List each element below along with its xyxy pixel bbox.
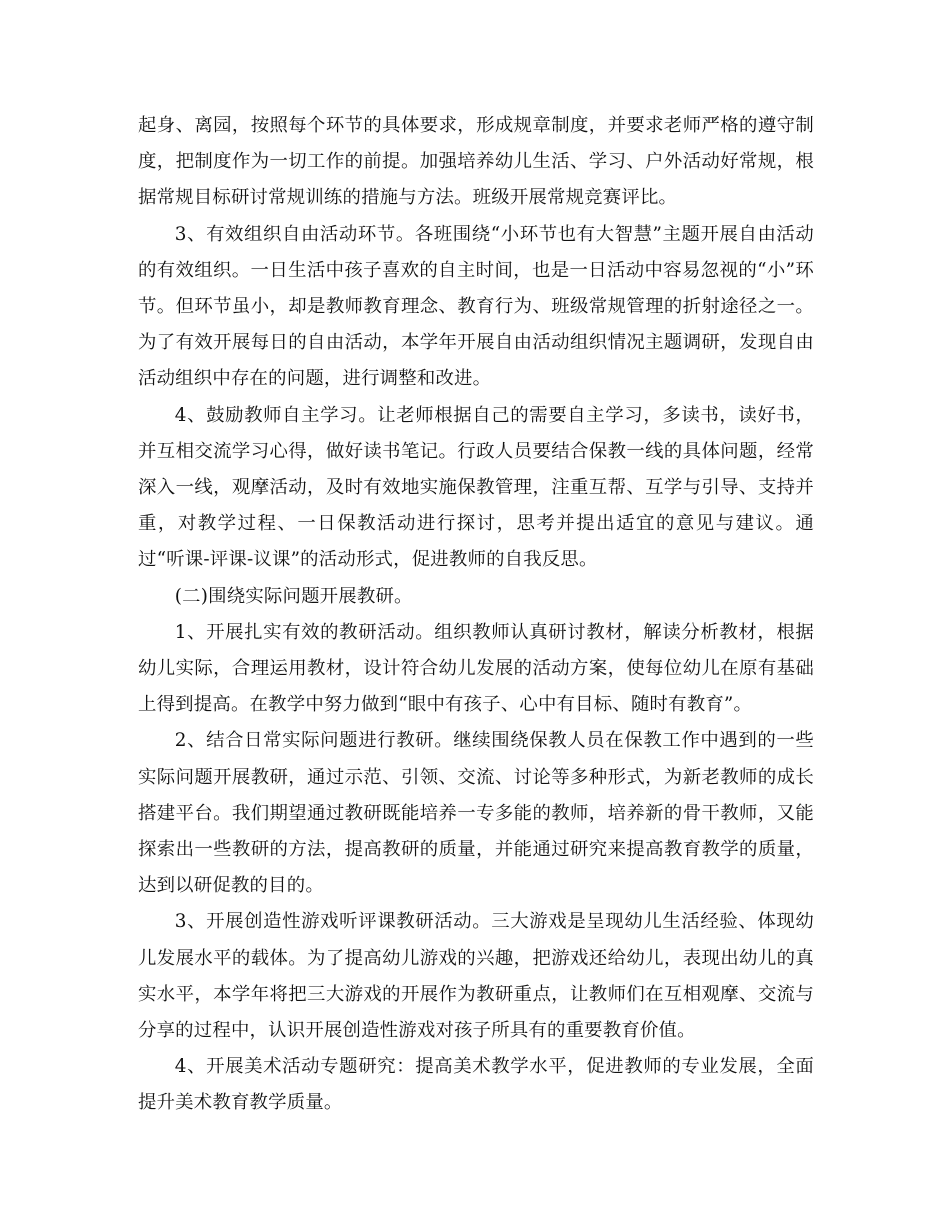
- paragraph-creative-games: 3、开展创造性游戏听评课教研活动。三大游戏是呈现幼儿生活经验、体现幼儿发展水平的载体。为了提高幼儿游戏的兴趣，把游戏还给幼儿，表现出幼儿的真实水平，本学年将把三大游戏的开展作为教研重点，让教师们在互相观摩、交流与分享的过程中，认识开展创造性游戏对孩子所具有的重要教育价值。: [138, 911, 814, 1042]
- paragraph-art-research: 4、开展美术活动专题研究：提高美术教学水平，促进教师的专业发展，全面提升美术教育教学质量。: [138, 1056, 814, 1114]
- document-page: [138, 108, 814, 1122]
- section-heading-research: (二)围绕实际问题开展教研。: [174, 585, 413, 607]
- paragraph-research-activities: 1、开展扎实有效的教研活动。组织教师认真研讨教材，解读分析教材，根据幼儿实际，合理运用教材，设计符合幼儿发展的活动方案，使每位幼儿在原有基础上得到提高。在教学中努力做到“眼中有孩子、心中有目标、随时有教育”。: [138, 621, 814, 716]
- paragraph-free-activity: 3、有效组织自由活动环节。各班围绕“小环节也有大智慧”主题开展自由活动的有效组织。一日生活中孩子喜欢的自主时间，也是一日活动中容易忽视的“小”环节。但环节虽小，却是教师教育理念、教育行为、班级常规管理的折射途径之一。为了有效开展每日的自由活动，本学年开展自由活动组织情况主题调研，发现自由活动组织中存在的问题，进行调整和改进。: [138, 223, 814, 390]
- paragraph-daily-problems: 2、结合日常实际问题进行教研。继续围绕保教人员在保教工作中遇到的一些实际问题开展教研，通过示范、引领、交流、讨论等多种形式，为新老教师的成长搭建平台。我们期望通过教研既能培养一专多能的教师，培养新的骨干教师，又能探索出一些教研的方法，提高教研的质量，并能通过研究来提高教育教学的质量，达到以研促教的目的。: [138, 730, 814, 897]
- paragraph-self-study: 4、鼓励教师自主学习。让老师根据自己的需要自主学习，多读书，读好书，并互相交流学习心得，做好读书笔记。行政人员要结合保教一线的具体问题，经常深入一线，观摩活动，及时有效地实施保教管理，注重互帮、互学与引导、支持并重，对教学过程、一日保教活动进行探讨，思考并提出适宜的意见与建议。通过“听课-评课-议课”的活动形式，促进教师的自我反思。: [138, 404, 814, 571]
- paragraph-continuation: 起身、离园，按照每个环节的具体要求，形成规章制度，并要求老师严格的遵守制度，把制度作为一切工作的前提。加强培养幼儿生活、学习、户外活动好常规，根据常规目标研讨常规训练的措施与方法。班级开展常规竞赛评比。: [138, 115, 814, 209]
